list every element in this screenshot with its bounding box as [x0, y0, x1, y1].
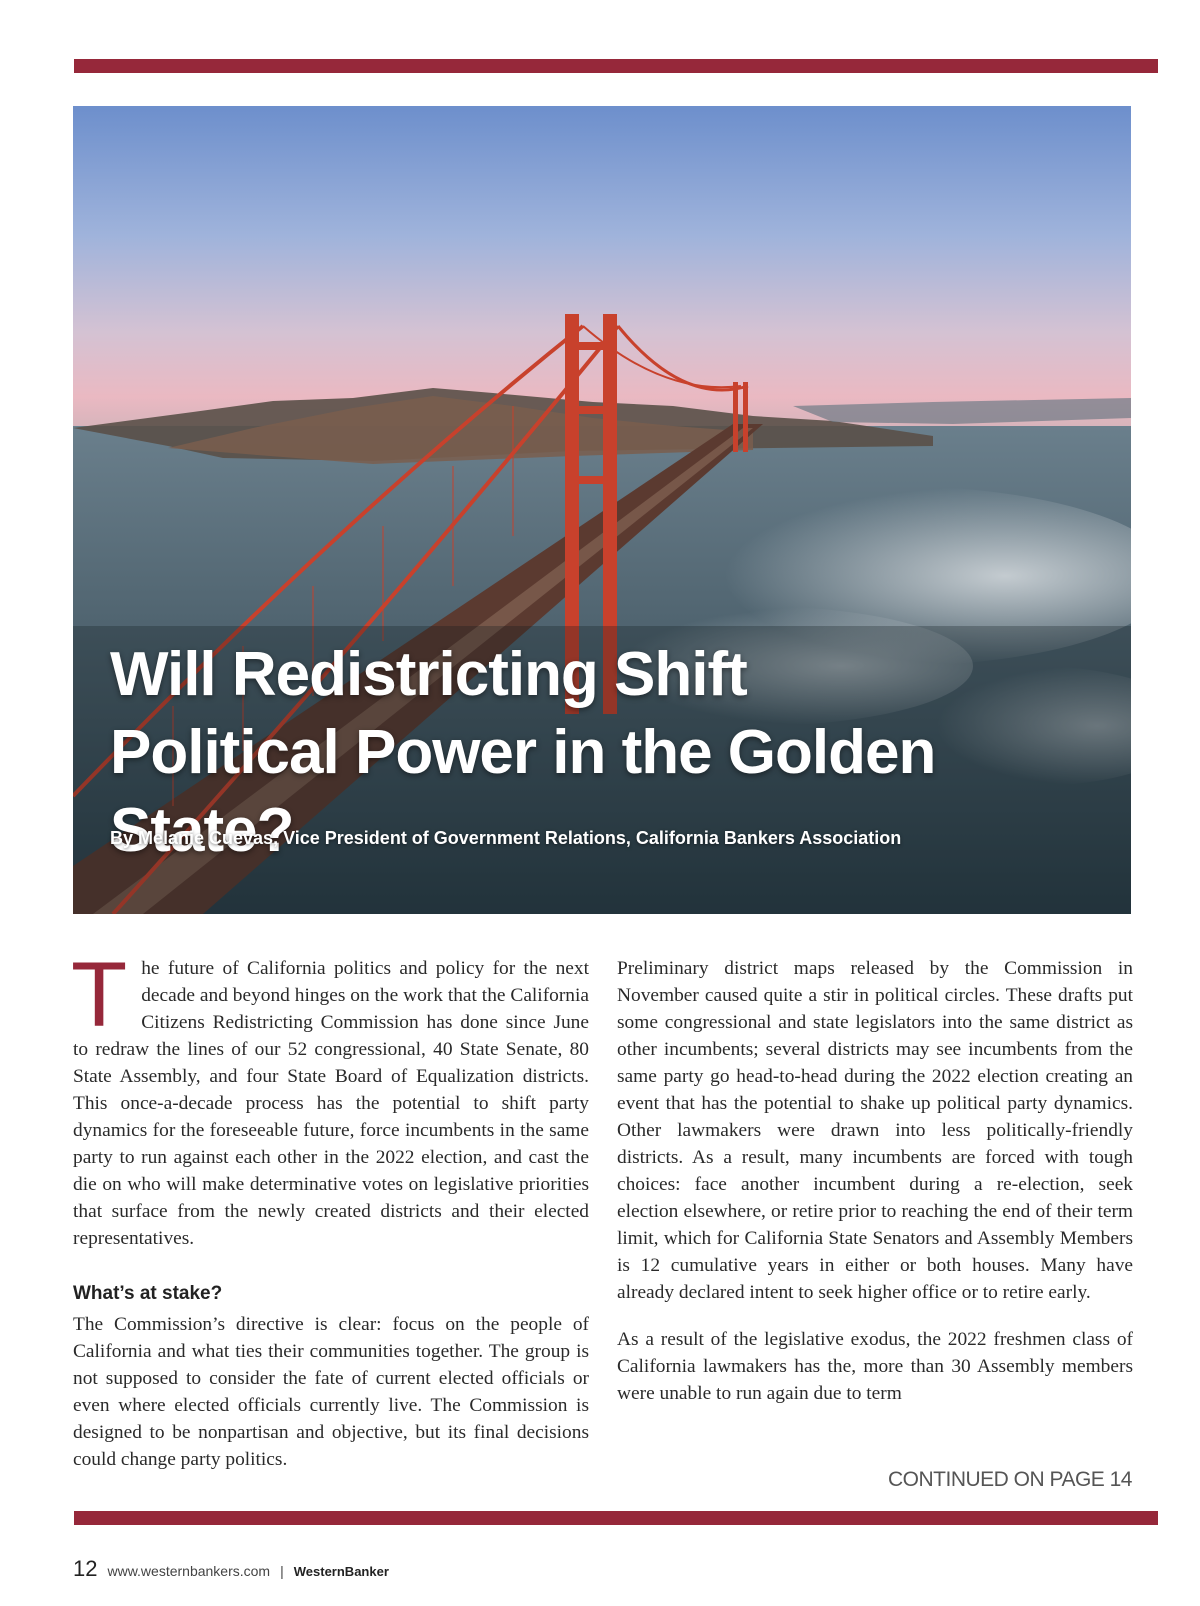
- page-footer: [73, 1556, 389, 1582]
- publication-name: WesternBanker: [293, 1564, 389, 1579]
- top-accent-rule: [74, 59, 1158, 73]
- continued-on-page-link[interactable]: CONTINUED ON PAGE 14: [888, 1468, 1132, 1491]
- intro-paragraph: [71, 944, 589, 1252]
- intro-text: he future of California politics and policy for the next decade and beyond hinges on the work that the California Citizens Redistricting Commission has done since June to redraw the lines of our 52 congressional, 40 State Senate, 80 State Assembly, and four State Board of Equalization districts. This once-a-decade process has the potential to shift party dynamics for the foreseeable future, force incumbents in the same party to run against each other in the 2022 election, and cast the die on who will make determinative votes on legislative priorities that surface from the newly created districts and their elected representatives.: [73, 958, 589, 1249]
- footer-separator: |: [280, 1563, 284, 1579]
- right-paragraph-1: Preliminary district maps released by the Commission in November caused quite a stir in political circles. These drafts put some congressional and state legislators into the same district as other incumbents; several districts may see incumbents from the same party go head-to-head during the 2022 election creating an event that has the potential to shake up political party dynamics. Other lawmakers were drawn into less politically-friendly districts. As a result, many incumbents are forced with tough choices: face another incumbent during a re-election, seek election elsewhere, or retire prior to reaching the end of their term limit, which for California State Senators and Assembly Members is 12 cumulative years in either or both houses. Many have already declared intent to seek higher office or to retire early.: [617, 958, 1133, 1303]
- right-paragraph-2: As a result of the legislative exodus, the 2022 freshmen class of California lawmakers has the, more than 30 Assembly members were unable to run again due to term: [617, 1329, 1133, 1404]
- drop-cap: T: [71, 944, 128, 1046]
- stake-paragraph: The Commission’s directive is clear: focus on the people of California and what ties their communities together. The group is not supposed to consider the fate of current elected officials or even where elected officials currently live. The Commission is designed to be nonpartisan and objective, but its final decisions could change party politics.: [73, 1314, 589, 1470]
- page-number: 12: [73, 1556, 98, 1581]
- website-link[interactable]: www.westernbankers.com: [107, 1563, 271, 1579]
- section-heading: What’s at stake?: [73, 1283, 223, 1304]
- article-column-right: [617, 955, 1133, 1407]
- bottom-accent-rule: [74, 1511, 1158, 1525]
- article-title-line-1: Will Redistricting Shift: [110, 640, 747, 709]
- hero-photo: [73, 106, 1131, 914]
- article-byline: By Melanie Cuevas, Vice President of Government Relations, California Bankers Association: [110, 828, 902, 848]
- article-column-left: [71, 944, 589, 1473]
- article-title-line-2: Political Power in the Golden State?: [110, 718, 936, 865]
